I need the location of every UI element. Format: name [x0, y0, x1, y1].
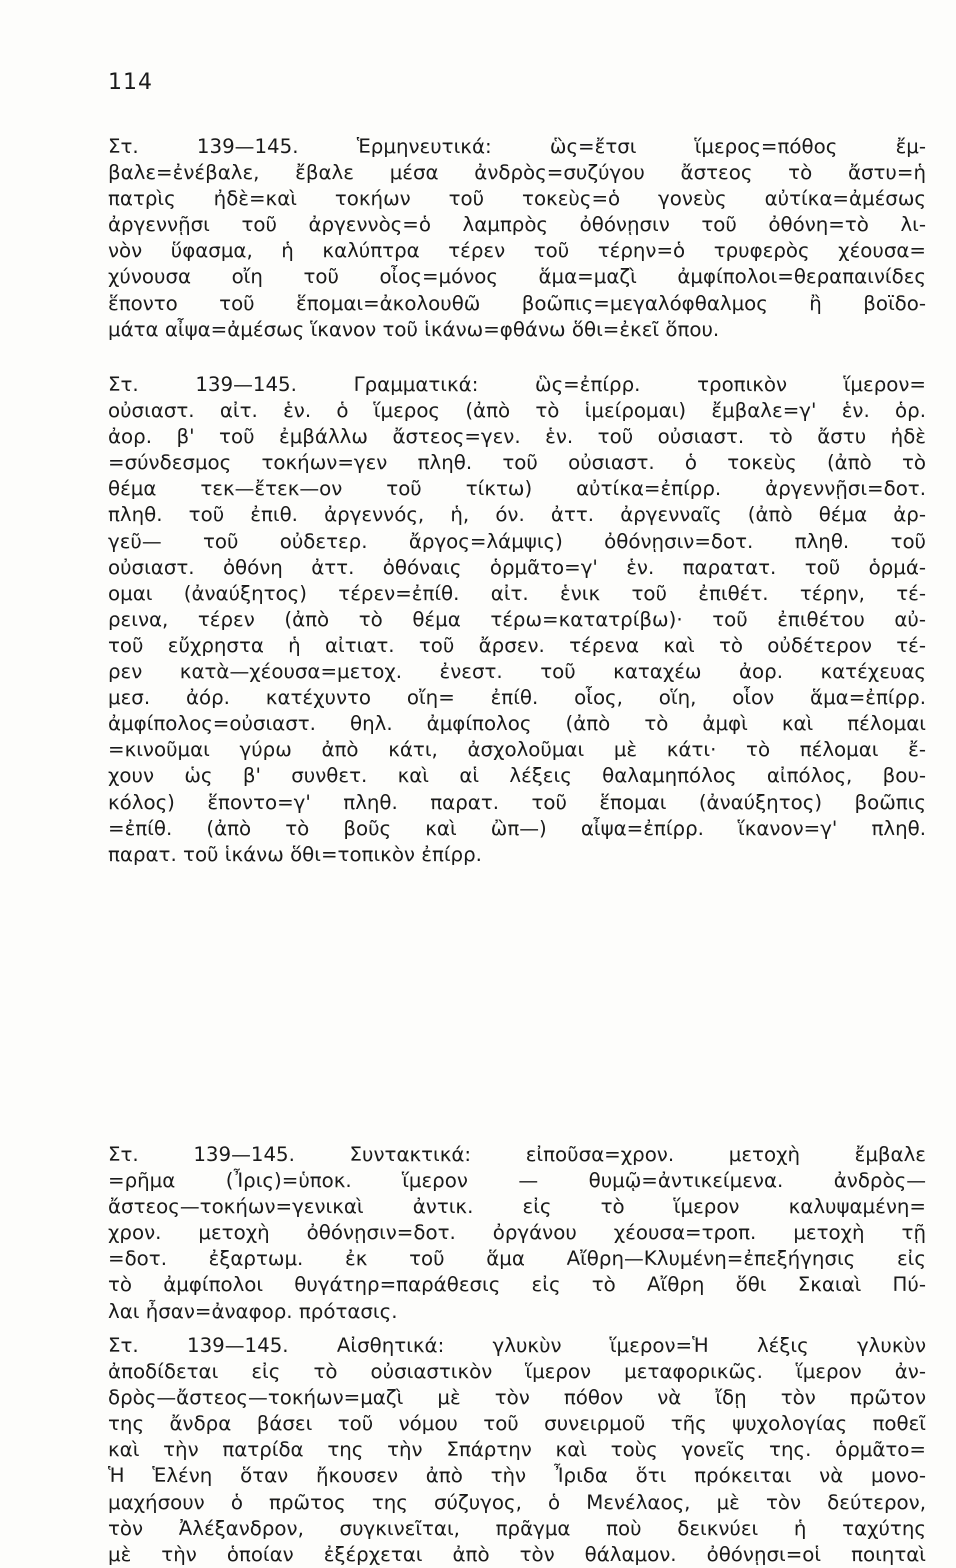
- text-line: μὲ τὴν ὁποίαν ἐξέρχεται ἀπὸ τὸν θάλαμον. ὀθόνῃσι=οἱ ποιηταὶ: [108, 1542, 926, 1566]
- text-line: χύνουσα οἴη τοῦ οἶος=μόνος ἅμα=μαζὶ ἀμφίπολοι=θεραπαινίδες: [108, 265, 926, 289]
- text-line: δρὸς—ἄστεος—τοκήων=μαζὶ μὲ τὸν πόθον νὰ ἴδῃ τὸν πρῶτον: [108, 1386, 926, 1410]
- section-aisthetika: [108, 1333, 926, 1568]
- text-line: λαι ἦσαν=ἀναφορ. πρότασις.: [108, 1299, 398, 1323]
- text-line: ρεινα, τέρεν (ἀπὸ τὸ θέμα τέρω=κατατρίβω)· τοῦ ἐπιθέτου αὐ-: [108, 607, 926, 631]
- text-line: θέμα τεκ—ἔτεκ—ον τοῦ τίκτω) αὐτίκα=ἐπίρρ. ἀργεννῇσι=δοτ.: [108, 477, 926, 501]
- text-line: οὐσιαστ. ὀθόνη ἀττ. ὀθόναις ὁρμᾶτο=γ' ἑν. παρατατ. τοῦ ὁρμά-: [108, 555, 926, 579]
- text-line: μάτα αἶψα=ἀμέσως ἵκανον τοῦ ἱκάνω=φθάνω ὅθι=ἐκεῖ ὅπου.: [108, 317, 720, 341]
- text-line: ἕποντο τοῦ ἕπομαι=ἀκολουθῶ βοῶπις=μεγαλόφθαλμος ἢ βοϊδο-: [108, 291, 926, 315]
- text-line: παρατ. τοῦ ἱκάνω ὅθι=τοπικὸν ἐπίρρ.: [108, 842, 482, 866]
- text-line: =δοτ. ἐξαρτωμ. ἐκ τοῦ ἅμα Αἴθρη—Κλυμένη=ἐπεξήγησις εἰς: [108, 1247, 926, 1271]
- section-syntaktika: [108, 1142, 926, 1325]
- text-line: Στ. 139—145. Αἰσθητικά: γλυκὺν ἵμερον=Ἡ λέξις γλυκὺν: [108, 1334, 926, 1357]
- section-grammatika: [108, 372, 926, 868]
- section-ermeneutika: [108, 134, 926, 343]
- text-line: ἄστεος—τοκήων=γενικαὶ ἀντικ. εἰς τὸ ἵμερον καλυψαμένη=: [108, 1195, 926, 1219]
- text-line: ἀορ. β' τοῦ ἐμβάλλω ἄστεος=γεν. ἑν. τοῦ οὐσιαστ. τὸ ἄστυ ἠδὲ: [108, 425, 926, 449]
- text-line: μεσ. ἀόρ. κατέχυντο οἴη= ἐπίθ. οἷος, οἵη, οἷον ἅμα=ἐπίρρ.: [108, 686, 926, 710]
- text-line: =ἐπίθ. (ἀπὸ τὸ βοῦς καὶ ὢπ—) αἶψα=ἐπίρρ. ἵκανον=γ' πληθ.: [108, 816, 926, 840]
- text-line: βαλε=ἐνέβαλε, ἔβαλε μέσα ἀνδρὸς=συζύγου ἄστεος τὸ ἄστυ=ἡ: [108, 161, 926, 185]
- text-line: =σύνδεσμος τοκήων=γεν πληθ. τοῦ οὐσιαστ. ὁ τοκεὺς (ἀπὸ τὸ: [108, 451, 926, 475]
- text-line: μαχήσουν ὁ πρῶτος της σύζυγος, ὁ Μενέλαος, μὲ τὸν δεύτερον,: [108, 1490, 926, 1514]
- text-line: ρεν κατὰ—χέουσα=μετοχ. ἐνεστ. τοῦ καταχέω ἀορ. κατέχευας: [108, 660, 926, 684]
- text-line: τὸν Ἀλέξανδρον, συγκινεῖται, πρᾶγμα ποὺ δεικνύει ἡ ταχύτης: [108, 1516, 926, 1540]
- text-line: πληθ. τοῦ ἐπιθ. ἀργεννός, ἡ, όν. ἀττ. ἀργενναῖς (ἀπὸ θέμα ἀρ-: [108, 503, 926, 527]
- text-line: της ἄνδρα βάσει τοῦ νόμου τοῦ συνειρμοῦ τῆς ψυχολογίας ποθεῖ: [108, 1412, 926, 1436]
- text-line: νὸν ὕφασμα, ἡ καλύπτρα τέρεν τοῦ τέρην=ὁ τρυφερὸς χέουσα=: [108, 239, 926, 263]
- text-line: Στ. 139—145. Συντακτικά: εἰποῦσα=χρον. μετοχὴ ἔμβαλε: [108, 1143, 926, 1166]
- text-line: =ρῆμα (Ἶρις)=ὑποκ. ἵμερον — θυμῷ=ἀντικείμενα. ἀνδρὸς—: [108, 1169, 926, 1193]
- text-line: ἀμφίπολος=οὐσιαστ. θηλ. ἀμφίπολος (ἀπὸ τὸ ἀμφὶ καὶ πέλομαι: [108, 712, 926, 736]
- page-number: 114: [108, 70, 153, 95]
- text-line: Στ. 139—145. Ἑρμηνευτικά: ὣς=ἔτσι ἵμερος=πόθος ἔμ-: [108, 135, 926, 158]
- text-line: πατρὶς ἠδὲ=καὶ τοκήων τοῦ τοκεὺς=ὁ γονεὺς αὐτίκα=ἀμέσως: [108, 187, 926, 211]
- text-line: ομαι (ἀναύξητος) τέρεν=ἐπίθ. αἰτ. ἑνικ τοῦ ἐπιθέτ. τέρην, τέ-: [108, 581, 926, 605]
- text-line: καὶ τὴν πατρίδα της τὴν Σπάρτην καὶ τοὺς γονεῖς της. ὁρμᾶτο=: [108, 1438, 926, 1462]
- text-line: γεῦ— τοῦ οὐδετερ. ἄργος=λάμψις) ὀθόνῃσιν=δοτ. πληθ. τοῦ: [108, 529, 926, 553]
- text-line: χρον. μετοχὴ ὀθόνῃσιν=δοτ. ὀργάνου χέουσα=τροπ. μετοχὴ τῇ: [108, 1221, 926, 1245]
- text-line: ἀποδίδεται εἰς τὸ οὐσιαστικὸν ἵμερον μεταφορικῶς. ἵμερον ἀν-: [108, 1360, 926, 1384]
- text-line: χουν ὡς β' συνθετ. καὶ αἱ λέξεις θαλαμηπόλος αἰπόλος, βου-: [108, 764, 926, 788]
- text-line: κόλος) ἕποντο=γ' πληθ. παρατ. τοῦ ἕπομαι (ἀναύξητος) βοῶπις: [108, 790, 926, 814]
- text-line: Στ. 139—145. Γραμματικά: ὣς=ἐπίρρ. τροπικὸν ἵμερον=: [108, 373, 926, 396]
- text-line: οὐσιαστ. αἰτ. ἑν. ὁ ἵμερος (ἀπὸ τὸ ἱμείρομαι) ἔμβαλε=γ' ἑν. ὁρ.: [108, 399, 926, 423]
- text-line: ἀργεννῇσι τοῦ ἀργεννὸς=ὁ λαμπρὸς ὀθόνῃσιν τοῦ ὀθόνη=τὸ λι-: [108, 213, 926, 237]
- text-line: τὸ ἀμφίπολοι θυγάτηρ=παράθεσις εἰς τὸ Αἴθρη ὅθι Σκαιαὶ Πύ-: [108, 1273, 926, 1297]
- text-line: Ἡ Ἑλένη ὅταν ἤκουσεν ἀπὸ τὴν Ἶριδα ὅτι πρόκειται νὰ μονο-: [108, 1464, 926, 1488]
- text-line: =κινοῦμαι γύρω ἀπὸ κάτι, ἀσχολοῦμαι μὲ κάτι· τὸ πέλομαι ἔ-: [108, 738, 926, 762]
- text-line: τοῦ εὔχρηστα ἡ αἰτιατ. τοῦ ἄρσεν. τέρενα καὶ τὸ οὐδέτερον τέ-: [108, 633, 926, 657]
